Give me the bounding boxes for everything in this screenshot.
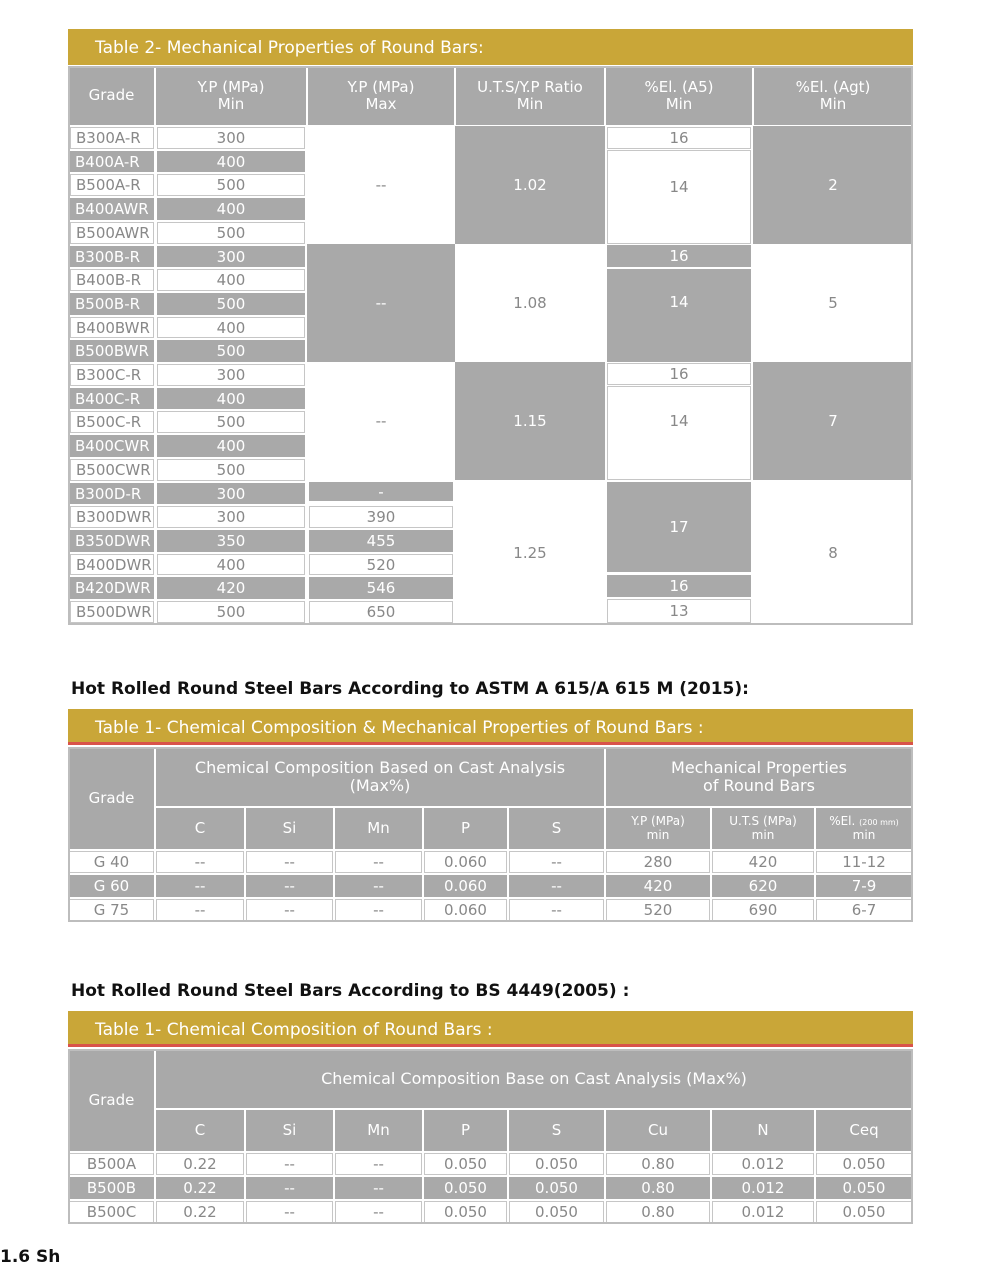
yp-min-cell: 500: [157, 411, 305, 433]
value-cell: --: [246, 899, 333, 921]
table2-banner: Table 2- Mechanical Properties of Round Bars:: [68, 29, 913, 65]
astm-header-chem: Chemical Composition Based on Cast Analysis (Max%): [155, 747, 605, 807]
value-cell: 280: [606, 851, 710, 873]
astm-header-el: %El. (200 mm) min: [815, 807, 913, 850]
table2-uts-ratio-c: 1.15: [455, 362, 605, 480]
bs-subheader-si: Si: [245, 1109, 334, 1152]
value-cell: 0.012: [712, 1153, 814, 1175]
bs-header-chem: Chemical Composition Base on Cast Analysis (Max%): [155, 1049, 913, 1109]
value-cell: 0.050: [816, 1201, 912, 1223]
yp-min-cell: 500: [157, 459, 305, 481]
astm-header-mech: Mechanical Properties of Round Bars: [605, 747, 913, 807]
grade-cell: B500C: [69, 1201, 154, 1223]
yp-min-cell: 400: [157, 151, 305, 172]
grade-cell: B400A-R: [70, 151, 154, 172]
astm-header-yp: Y.P (MPa) min: [605, 807, 711, 850]
yp-min-cell: 400: [157, 198, 305, 220]
table2-el-a5-d2: 16: [607, 575, 751, 597]
astm-heading: Hot Rolled Round Steel Bars According to ASTM A 615/A 615 M (2015):: [71, 679, 749, 699]
grade-cell: B400CWR: [70, 435, 154, 457]
yp-max-cell: 650: [309, 601, 453, 623]
value-cell: 690: [712, 899, 814, 921]
table2-uts-ratio-d: 1.25: [455, 480, 605, 625]
value-cell: 620: [712, 875, 814, 897]
value-cell: --: [335, 899, 422, 921]
astm-header-s: S: [508, 807, 605, 850]
table2-el-a5-a1: 16: [607, 127, 751, 149]
value-cell: 0.050: [424, 1201, 507, 1223]
bs-heading: Hot Rolled Round Steel Bars According to BS 4449(2005) :: [71, 981, 630, 1001]
grade-cell: B500DWR: [70, 601, 154, 623]
value-cell: --: [509, 875, 604, 897]
table2-header-el-a5: %El. (A5) Min: [605, 66, 753, 126]
yp-min-cell: 300: [157, 506, 305, 528]
grade-cell: G 40: [69, 851, 154, 873]
value-cell: --: [335, 1201, 422, 1223]
bs-subheader-p: P: [423, 1109, 508, 1152]
next-section-heading-partial: 1.6 Sh: [0, 1247, 61, 1267]
table2-el-a5-d3: 13: [607, 599, 751, 623]
value-cell: 0.060: [424, 899, 507, 921]
table2-ypmax-d-r: -: [309, 482, 453, 501]
yp-min-cell: 400: [157, 435, 305, 457]
value-cell: 0.80: [606, 1201, 710, 1223]
value-cell: 0.012: [712, 1201, 814, 1223]
value-cell: 0.060: [424, 851, 507, 873]
grade-cell: B500B: [69, 1177, 154, 1199]
value-cell: --: [335, 1177, 422, 1199]
table2-el-agt-a: 2: [753, 126, 913, 244]
value-cell: 11-12: [816, 851, 912, 873]
table2-ypmax-group-c: --: [307, 362, 455, 480]
table2-header-el-agt: %El. (Agt) Min: [753, 66, 913, 126]
value-cell: 0.050: [424, 1153, 507, 1175]
astm-header-uts: U.T.S (MPa) min: [711, 807, 815, 850]
value-cell: --: [335, 851, 422, 873]
value-cell: --: [335, 875, 422, 897]
table2-el-a5-a2: 14: [607, 150, 751, 244]
value-cell: --: [335, 1153, 422, 1175]
yp-min-cell: 300: [157, 127, 305, 149]
grade-cell: B400C-R: [70, 388, 154, 409]
grade-cell: G 75: [69, 899, 154, 921]
grade-cell: B500B-R: [70, 293, 154, 315]
value-cell: 0.050: [816, 1153, 912, 1175]
bs-table: [68, 1049, 913, 1224]
table2-uts-ratio-a: 1.02: [455, 126, 605, 244]
astm-header-grade: Grade: [68, 747, 155, 850]
grade-cell: B500AWR: [70, 222, 154, 244]
grade-cell: B350DWR: [70, 530, 154, 552]
value-cell: 520: [606, 899, 710, 921]
table2-mechanical-properties: [68, 66, 913, 625]
bs-subheader-n: N: [711, 1109, 815, 1152]
grade-cell: B300C-R: [70, 364, 154, 386]
astm-header-p: P: [423, 807, 508, 850]
grade-cell: B300A-R: [70, 127, 154, 149]
table2-el-a5-d1: 17: [607, 482, 751, 572]
bs-header-grade: Grade: [68, 1049, 155, 1152]
table2-el-a5-c1: 16: [607, 363, 751, 385]
bs-banner: Table 1- Chemical Composition of Round Bars :: [68, 1011, 913, 1047]
table2-el-agt-d: 8: [753, 480, 913, 625]
grade-cell: B300D-R: [70, 483, 154, 504]
value-cell: --: [246, 1177, 333, 1199]
yp-min-cell: 300: [157, 246, 305, 267]
value-cell: 0.050: [509, 1177, 604, 1199]
grade-cell: B500A: [69, 1153, 154, 1175]
grade-cell: B500C-R: [70, 411, 154, 433]
value-cell: --: [156, 875, 244, 897]
value-cell: 0.80: [606, 1153, 710, 1175]
yp-max-cell: 390: [309, 506, 453, 528]
table2-el-a5-b2: 14: [607, 269, 751, 362]
bs-subheader-s: S: [508, 1109, 605, 1152]
astm-table: [68, 747, 913, 922]
yp-min-cell: 300: [157, 483, 305, 504]
table2-el-a5-c2: 14: [607, 386, 751, 480]
value-cell: --: [509, 899, 604, 921]
bs-subheader-c: C: [155, 1109, 245, 1152]
value-cell: 7-9: [816, 875, 912, 897]
table2-el-agt-b: 5: [753, 244, 913, 362]
grade-cell: B500A-R: [70, 174, 154, 196]
value-cell: 0.22: [156, 1201, 244, 1223]
table2-header-uts-ratio: U.T.S/Y.P Ratio Min: [455, 66, 605, 126]
grade-cell: G 60: [69, 875, 154, 897]
yp-min-cell: 420: [157, 577, 305, 599]
grade-cell: B500BWR: [70, 340, 154, 362]
value-cell: --: [509, 851, 604, 873]
value-cell: --: [246, 851, 333, 873]
value-cell: 0.22: [156, 1153, 244, 1175]
bs-subheader-ceq: Ceq: [815, 1109, 913, 1152]
value-cell: --: [246, 875, 333, 897]
table2-el-agt-c: 7: [753, 362, 913, 480]
yp-min-cell: 400: [157, 388, 305, 409]
value-cell: --: [156, 851, 244, 873]
yp-max-cell: 546: [309, 577, 453, 599]
yp-min-cell: 350: [157, 530, 305, 552]
grade-cell: B400AWR: [70, 198, 154, 220]
value-cell: 0.050: [509, 1201, 604, 1223]
yp-max-cell: 455: [309, 530, 453, 552]
table2-uts-ratio-b: 1.08: [455, 244, 605, 362]
value-cell: 0.80: [606, 1177, 710, 1199]
grade-cell: B300DWR: [70, 506, 154, 528]
grade-cell: B300B-R: [70, 246, 154, 267]
value-cell: --: [156, 899, 244, 921]
astm-header-c: C: [155, 807, 245, 850]
bs-subheader-cu: Cu: [605, 1109, 711, 1152]
value-cell: 6-7: [816, 899, 912, 921]
yp-min-cell: 400: [157, 554, 305, 575]
yp-min-cell: 300: [157, 364, 305, 386]
table2-ypmax-group-a: --: [307, 126, 455, 244]
yp-min-cell: 500: [157, 222, 305, 244]
grade-cell: B500CWR: [70, 459, 154, 481]
yp-min-cell: 400: [157, 269, 305, 291]
value-cell: 420: [712, 851, 814, 873]
value-cell: 0.050: [816, 1177, 912, 1199]
bs-subheader-mn: Mn: [334, 1109, 423, 1152]
table2-header-yp-min: Y.P (MPa) Min: [155, 66, 307, 126]
grade-cell: B420DWR: [70, 577, 154, 599]
grade-cell: B400B-R: [70, 269, 154, 291]
yp-min-cell: 500: [157, 174, 305, 196]
value-cell: 0.060: [424, 875, 507, 897]
table2-ypmax-group-b: --: [307, 244, 455, 362]
table2-el-a5-b1: 16: [607, 245, 751, 267]
yp-min-cell: 500: [157, 601, 305, 623]
value-cell: 0.012: [712, 1177, 814, 1199]
table2-header-yp-max: Y.P (MPa) Max: [307, 66, 455, 126]
astm-banner: Table 1- Chemical Composition & Mechanical Properties of Round Bars :: [68, 709, 913, 745]
grade-cell: B400BWR: [70, 317, 154, 338]
yp-max-cell: 520: [309, 554, 453, 575]
yp-min-cell: 500: [157, 340, 305, 362]
value-cell: --: [246, 1201, 333, 1223]
value-cell: 0.050: [424, 1177, 507, 1199]
table2-header-grade: Grade: [68, 66, 155, 126]
value-cell: 0.22: [156, 1177, 244, 1199]
value-cell: 0.050: [509, 1153, 604, 1175]
astm-header-si: Si: [245, 807, 334, 850]
value-cell: 420: [606, 875, 710, 897]
grade-cell: B400DWR: [70, 554, 154, 575]
yp-min-cell: 500: [157, 293, 305, 315]
astm-header-mn: Mn: [334, 807, 423, 850]
value-cell: --: [246, 1153, 333, 1175]
yp-min-cell: 400: [157, 317, 305, 338]
